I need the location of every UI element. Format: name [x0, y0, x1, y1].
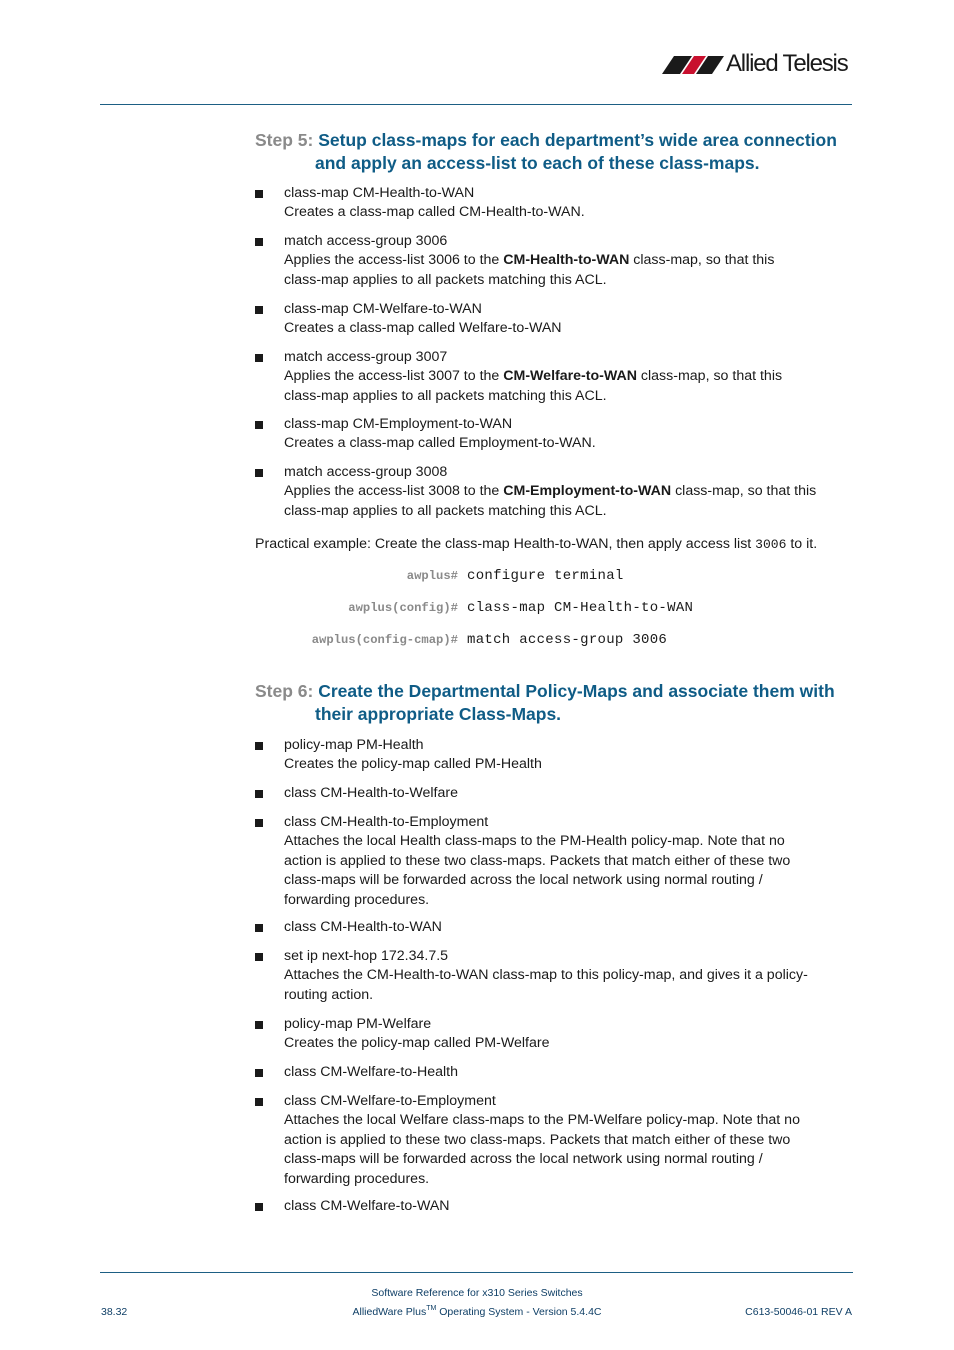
step6-label: Step 6: — [255, 681, 314, 701]
cli-line — [255, 598, 855, 618]
example-code: 3006 — [755, 537, 787, 552]
item-line: Attaches the local Health class-maps to the PM-Health policy-map. Note that no — [284, 833, 785, 850]
item-line: Creates the policy-map called PM-Health — [284, 756, 542, 773]
item-line: class CM-Health-to-Employment — [284, 814, 489, 830]
bullet-icon — [255, 790, 263, 798]
bullet-icon — [255, 1203, 263, 1211]
desc-text: Applies the access-list 3008 to the — [284, 483, 504, 500]
bullet-icon — [255, 953, 263, 961]
item-line: Creates the policy-map called PM-Welfare — [284, 1035, 550, 1052]
item-description-line2: class-map applies to all packets matching this ACL. — [284, 502, 607, 519]
item-description: Creates a class-map called Employment-to-WAN. — [284, 435, 596, 452]
footer-title: Software Reference for x310 Series Switches — [371, 1287, 583, 1299]
item-description — [284, 251, 855, 270]
desc-text: Applies the access-list 3006 to the — [284, 252, 504, 269]
item-description — [284, 367, 855, 386]
cli-prompt: awplus# — [406, 569, 458, 583]
desc-bold: CM-Employment-to-WAN — [503, 483, 672, 500]
bullet-icon — [255, 742, 263, 750]
item-line: policy-map PM-Welfare — [284, 1016, 432, 1032]
item-line: forwarding procedures. — [284, 891, 430, 908]
example-text: to it. — [786, 536, 818, 552]
item-command: class-map CM-Employment-to-WAN — [284, 416, 513, 432]
bullet-icon — [255, 1069, 263, 1077]
cli-prompt: awplus(config)# — [348, 601, 458, 615]
logo-mark-icon — [662, 50, 726, 78]
cli-command: configure terminal — [467, 568, 624, 584]
item-line: action is applied to these two class-maps. Packets that match either of these two — [284, 852, 791, 869]
item-line: policy-map PM-Health — [284, 737, 424, 753]
step5-title-line2: and apply an access-list to each of these class-maps. — [315, 153, 760, 173]
item-line: class-maps will be forwarded across the local network using normal routing / — [284, 1151, 763, 1168]
item-line: class CM-Welfare-to-Employment — [284, 1093, 496, 1109]
footer-product: AlliedWare Plus — [352, 1306, 427, 1318]
desc-bold: CM-Health-to-WAN — [503, 252, 630, 269]
item-line: routing action. — [284, 986, 374, 1003]
footer-rule — [100, 1272, 853, 1273]
footer-subtitle — [300, 1305, 654, 1319]
item-description: Creates a class-map called CM-Health-to-WAN. — [284, 204, 585, 221]
bullet-icon — [255, 469, 263, 477]
item-description-line2: class-map applies to all packets matching this ACL. — [284, 271, 607, 288]
example-text: Practical example: Create the class-map Health-to-WAN, then apply access list — [255, 536, 756, 552]
item-line: class-maps will be forwarded across the local network using normal routing / — [284, 872, 763, 889]
item-line: Attaches the local Welfare class-maps to the PM-Welfare policy-map. Note that no — [284, 1112, 800, 1129]
item-line: action is applied to these two class-maps. Packets that match either of these two — [284, 1131, 791, 1148]
footer-version: Operating System - Version 5.4.4C — [436, 1306, 602, 1318]
item-description — [284, 482, 855, 501]
step5-label: Step 5: — [255, 130, 314, 150]
item-description-line2: class-map applies to all packets matching this ACL. — [284, 387, 607, 404]
desc-text: class-map, so that this — [636, 368, 783, 385]
page-number: 38.32 — [101, 1306, 128, 1318]
document-id: C613-50046-01 REV A — [745, 1306, 852, 1318]
bullet-icon — [255, 924, 263, 932]
item-line: forwarding procedures. — [284, 1170, 430, 1187]
bullet-icon — [255, 1098, 263, 1106]
bullet-icon — [255, 306, 263, 314]
item-line: class CM-Health-to-Welfare — [284, 785, 458, 801]
header-rule — [100, 104, 852, 105]
allied-telesis-logo — [662, 50, 854, 78]
step5-heading — [255, 129, 855, 175]
item-command: class-map CM-Welfare-to-WAN — [284, 301, 482, 317]
bullet-icon — [255, 354, 263, 362]
logo-text: Allied Telesis — [726, 50, 848, 77]
item-command: match access-group 3007 — [284, 349, 448, 365]
item-line: set ip next-hop 172.34.7.5 — [284, 948, 449, 964]
desc-bold: CM-Welfare-to-WAN — [503, 368, 637, 385]
practical-example — [255, 535, 855, 554]
item-description: Creates a class-map called Welfare-to-WAN — [284, 320, 562, 337]
step6-title-line1: Create the Departmental Policy-Maps and associate them with — [318, 681, 835, 701]
cli-line — [255, 630, 855, 650]
item-line: Attaches the CM-Health-to-WAN class-map to this policy-map, and gives it a policy- — [284, 967, 808, 984]
bullet-icon — [255, 190, 263, 198]
step6-title-line2: their appropriate Class-Maps. — [315, 704, 562, 724]
step6-heading — [255, 680, 855, 726]
desc-text: class-map, so that this — [671, 483, 817, 500]
item-line: class CM-Welfare-to-WAN — [284, 1198, 450, 1214]
desc-text: Applies the access-list 3007 to the — [284, 368, 504, 385]
cli-command: match access-group 3006 — [467, 632, 668, 648]
cli-line — [255, 566, 855, 586]
trademark-sup: TM — [426, 1305, 437, 1312]
desc-text: class-map, so that this — [629, 252, 775, 269]
cli-command: class-map CM-Health-to-WAN — [467, 600, 694, 616]
bullet-icon — [255, 238, 263, 246]
bullet-icon — [255, 421, 263, 429]
cli-prompt: awplus(config-cmap)# — [311, 633, 458, 647]
item-line: class CM-Welfare-to-Health — [284, 1064, 458, 1080]
item-command: match access-group 3008 — [284, 464, 448, 480]
bullet-icon — [255, 1021, 263, 1029]
step5-title-line1: Setup class-maps for each department’s wide area connection — [318, 130, 837, 150]
item-command: class-map CM-Health-to-WAN — [284, 185, 475, 201]
bullet-icon — [255, 819, 263, 827]
item-line: class CM-Health-to-WAN — [284, 919, 442, 935]
item-command: match access-group 3006 — [284, 233, 448, 249]
